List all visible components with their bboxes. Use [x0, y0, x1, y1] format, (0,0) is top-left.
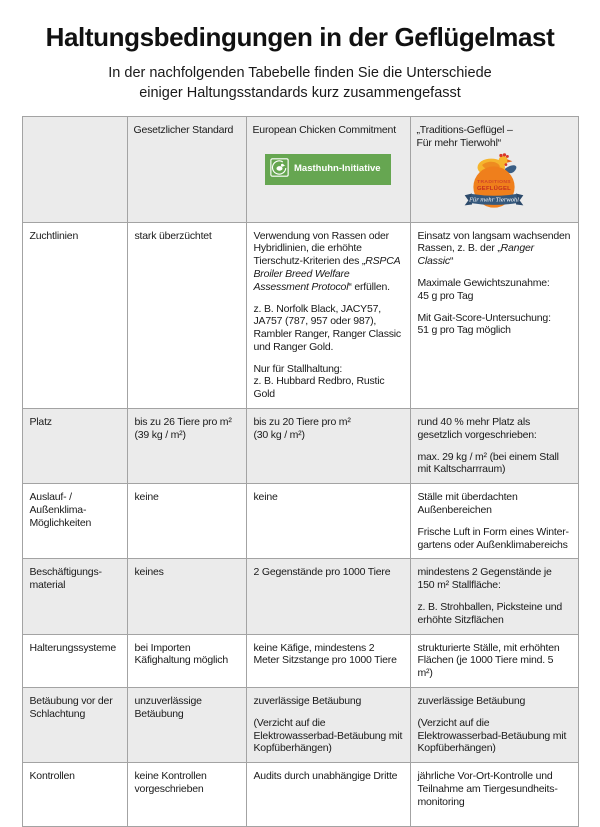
cell-auslauf-ecc: keine [246, 484, 410, 559]
cell-halter-standard: bei Importen Käfighaltung möglich [127, 634, 246, 687]
cell-besch-ecc: 2 Gegenstände pro 1000 Tiere [246, 559, 410, 634]
cell-platz-standard: bis zu 26 Tiere pro m² (39 kg / m²) [127, 409, 246, 484]
comparison-table [22, 116, 579, 827]
cell-platz-traditions [410, 409, 578, 484]
ecc-header-label: European Chicken Commitment [252, 124, 396, 137]
row-beschaeftigungsmaterial [22, 559, 578, 634]
paragraph: mindestens 2 Gegenstände je 150 m² Stallfläche: [417, 566, 552, 592]
cell-halter-traditions: strukturierte Ställe, mit erhöhten Flächen (je 1000 Tiere mind. 5 m²) [410, 634, 578, 687]
logo-banner-text: Für mehr Tierwohl [469, 197, 519, 204]
row-kontrollen [22, 763, 578, 827]
logo-text-traditions: TRADITIONS [477, 179, 511, 185]
col-header-empty [22, 117, 127, 222]
cell-zuchtlinien-ecc [246, 222, 410, 409]
row-label-auslauf: Auslauf- / Außenklima-Möglichkeiten [22, 484, 127, 559]
paragraph: Nur für Stallhaltung: z. B. Hubbard Redbro, Rustic Gold [253, 362, 385, 401]
cell-auslauf-standard: keine [127, 484, 246, 559]
page-subtitle [0, 64, 600, 103]
cell-besch-standard: keines [127, 559, 246, 634]
cell-zuchtlinien-traditions [410, 222, 578, 409]
paragraph: zuverlässige Betäubung [253, 695, 362, 708]
cell-betaeubung-standard: unzuverlässige Betäubung [127, 688, 246, 763]
row-halterungssysteme [22, 634, 578, 687]
cell-kontrollen-traditions: jährliche Vor-Ort-Kontrolle und Teilnahme am Tiergesundheitsmonitoring [410, 763, 578, 827]
cell-halter-ecc: keine Käfige, mindestens 2 Meter Sitzstange pro 1000 Tiere [246, 634, 410, 687]
paragraph: Einsatz von langsam wachsenden Rassen, z. B. der „Ranger Classic“ [417, 229, 571, 268]
badge-label: Masthuhn-Initiative [294, 163, 381, 175]
traditions-header-line-2: Für mehr Tierwohl“ [416, 136, 502, 149]
row-label-beschaeftigungsmaterial: Beschäftigungsmaterial [22, 559, 127, 634]
paragraph: Mit Gait-Score-Untersuchung: 51 g pro Tag möglich [417, 311, 551, 337]
logo-text-gefluegel: GEFLÜGEL [476, 185, 512, 192]
paragraph: rund 40 % mehr Platz als gesetzlich vorgeschrieben: [417, 416, 537, 441]
traditions-header-line-1: „Traditions-Geflügel – [416, 124, 513, 137]
paragraph: z. B. Strohballen, Picksteine und erhöhte Sitzflächen [417, 601, 563, 626]
row-label-betaeubung: Betäubung vor der Schlachtung [22, 688, 127, 763]
cell-betaeubung-traditions [410, 688, 578, 763]
paragraph: Ställe mit überdachten Außenbereichen [417, 491, 518, 517]
subtitle-line-2: einiger Haltungsstandards kurz zusammengefasst [139, 84, 461, 101]
cell-zuchtlinien-standard: stark überzüchtet [127, 222, 246, 409]
paragraph: max. 29 kg / m² (bei einem Stall mit Kaltscharrraum) [417, 450, 559, 476]
col-header-ecc [246, 117, 410, 222]
traditions-gefluegel-logo [417, 153, 572, 215]
row-label-platz: Platz [22, 409, 127, 484]
paragraph: Verwendung von Rassen oder Hybridlinien, die erhöhte Tierschutz-Kriterien des „RSPCA Broiler Breed Welfare Assessment Protocol“ erfüllen. [253, 229, 400, 293]
row-platz [22, 409, 578, 484]
row-betaeubung [22, 688, 578, 763]
subtitle-line-1: In der nachfolgenden Tabebelle finden Sie die Unterschiede [108, 65, 492, 81]
row-label-kontrollen: Kontrollen [22, 763, 127, 827]
paragraph: (Verzicht auf die Elektrowasserbad-Betäubung mit Kopfüberhängen) [417, 716, 567, 755]
col-header-standard: Gesetzlicher Standard [127, 117, 246, 222]
paragraph: Frische Luft in Form eines Wintergartens oder Außenklimabereichs [417, 525, 570, 551]
col-header-traditions [410, 117, 578, 222]
cell-auslauf-traditions [410, 484, 578, 559]
paragraph: zuverlässige Betäubung [417, 695, 526, 708]
table-header-row [22, 117, 578, 222]
row-auslauf [22, 484, 578, 559]
paragraph: Maximale Gewichtszunahme: 45 g pro Tag [417, 276, 550, 302]
masthuhn-initiative-badge [265, 154, 391, 185]
chicken-circle-icon [270, 158, 289, 181]
cell-kontrollen-standard: keine Kontrollen vorgeschrieben [127, 763, 246, 827]
page-title: Haltungsbedingungen in der Geflügelmast [45, 22, 555, 52]
row-label-zuchtlinien: Zuchtlinien [22, 222, 127, 409]
cell-betaeubung-ecc [246, 688, 410, 763]
row-label-halterungssysteme: Halterungssysteme [22, 634, 127, 687]
paragraph: z. B. Norfolk Black, JACY57, JA757 (787, 957 oder 987), Rambler Ranger, Ranger Classic und Ranger Gold. [253, 302, 401, 353]
paragraph: (Verzicht auf die Elektrowasserbad-Betäubung mit Kopfüberhängen) [253, 716, 403, 755]
row-zuchtlinien [22, 222, 578, 409]
cell-besch-traditions [410, 559, 578, 634]
cell-platz-ecc: bis zu 20 Tiere pro m² (30 kg / m²) [246, 409, 410, 484]
cell-kontrollen-ecc: Audits durch unabhängige Dritte [246, 763, 410, 827]
